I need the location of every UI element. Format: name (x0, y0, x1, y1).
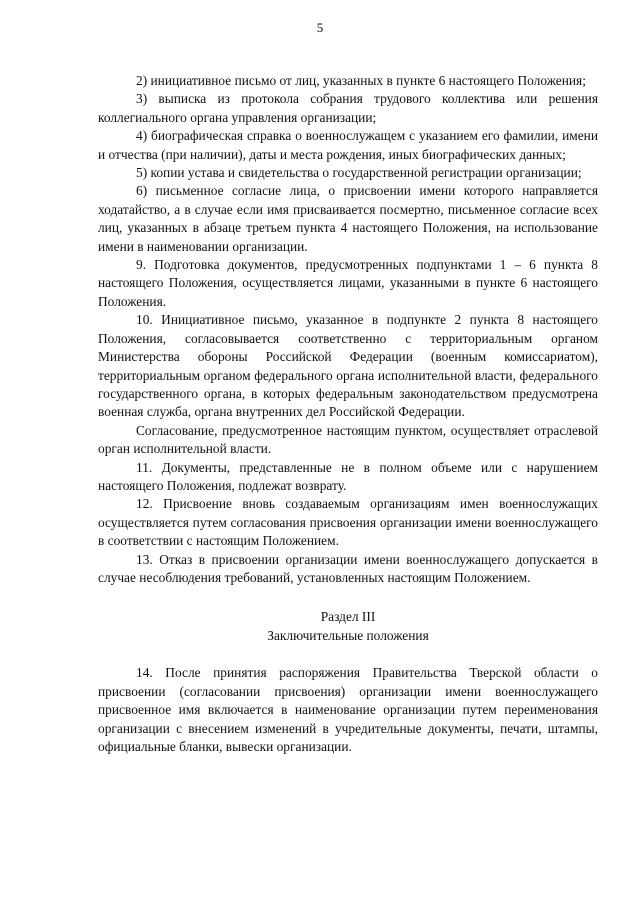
paragraph-clause-12: 12. Присвоение вновь создаваемым организациям имен военнослужащих осуществляется путем согласования присвоения организации имени военнослужащего в соответствии с настоящим Положением. (98, 496, 598, 549)
paragraph-clause-10: 10. Инициативное письмо, указанное в подпункте 2 пункта 8 настоящего Положения, согласовывается соответственно с территориальным органом Министерства обороны Российской Федерации (военным комиссариатом), территориальным органом федерального органа исполнительной власти, федерального государственного органа, в которых федеральным законодательством предусмотрена военная служба, органа внутренних дел Российской Федерации. (98, 312, 598, 420)
paragraph-clause-9: 9. Подготовка документов, предусмотренных подпунктами 1 – 6 пункта 8 настоящего Положения, осуществляется лицами, указанными в пункте 6 настоящего Положения. (98, 257, 598, 309)
paragraph-item-3: 3) выписка из протокола собрания трудового коллектива или решения коллегиального органа управления организации; (98, 91, 598, 125)
paragraph-clause-10-note: Согласование, предусмотренное настоящим пунктом, осуществляет отраслевой орган исполнительной власти. (98, 422, 598, 457)
paragraph-clause-14: 14. После принятия распоряжения Правительства Тверской области о присвоении (согласовании присвоения) организации имени военнослужащего присвоенное имя включается в наименование организации путем переименования организации с внесением изменений в учредительные документы, печати, штампы, официальные бланки, вывески организации. (98, 665, 598, 754)
paragraph-item-6: 6) письменное согласие лица, о присвоении имени которого направляется ходатайство, а в случае если имя присваивается посмертно, письменное согласие всех лиц, указанных в абзаце третьем пункта 4 настоящего Положения, на использование имени в наименовании организации. (98, 183, 598, 254)
section-number: Раздел III (320, 609, 376, 625)
paragraph-item-5: 5) копии устава и свидетельства о государственной регистрации организации; (136, 165, 582, 181)
document-body (98, 72, 598, 756)
section-title: Заключительные положения (267, 628, 429, 644)
paragraph-clause-11: 11. Документы, представленные не в полном объеме или с нарушением настоящего Положения, подлежат возврату. (98, 459, 598, 493)
paragraph-item-2: 2) инициативное письмо от лиц, указанных в пункте 6 настоящего Положения; (136, 73, 586, 88)
section-gap (98, 645, 598, 664)
paragraph-item-4: 4) биографическая справка о военнослужащем с указанием его фамилии, имени и отчества (при наличии), даты и места рождения, иных биографических данных; (98, 128, 598, 162)
page-number: 5 (316, 20, 324, 35)
paragraph-clause-13: 13. Отказ в присвоении организации имени военнослужащего допускается в случае несоблюдения требований, установленных настоящим Положением. (98, 551, 598, 585)
